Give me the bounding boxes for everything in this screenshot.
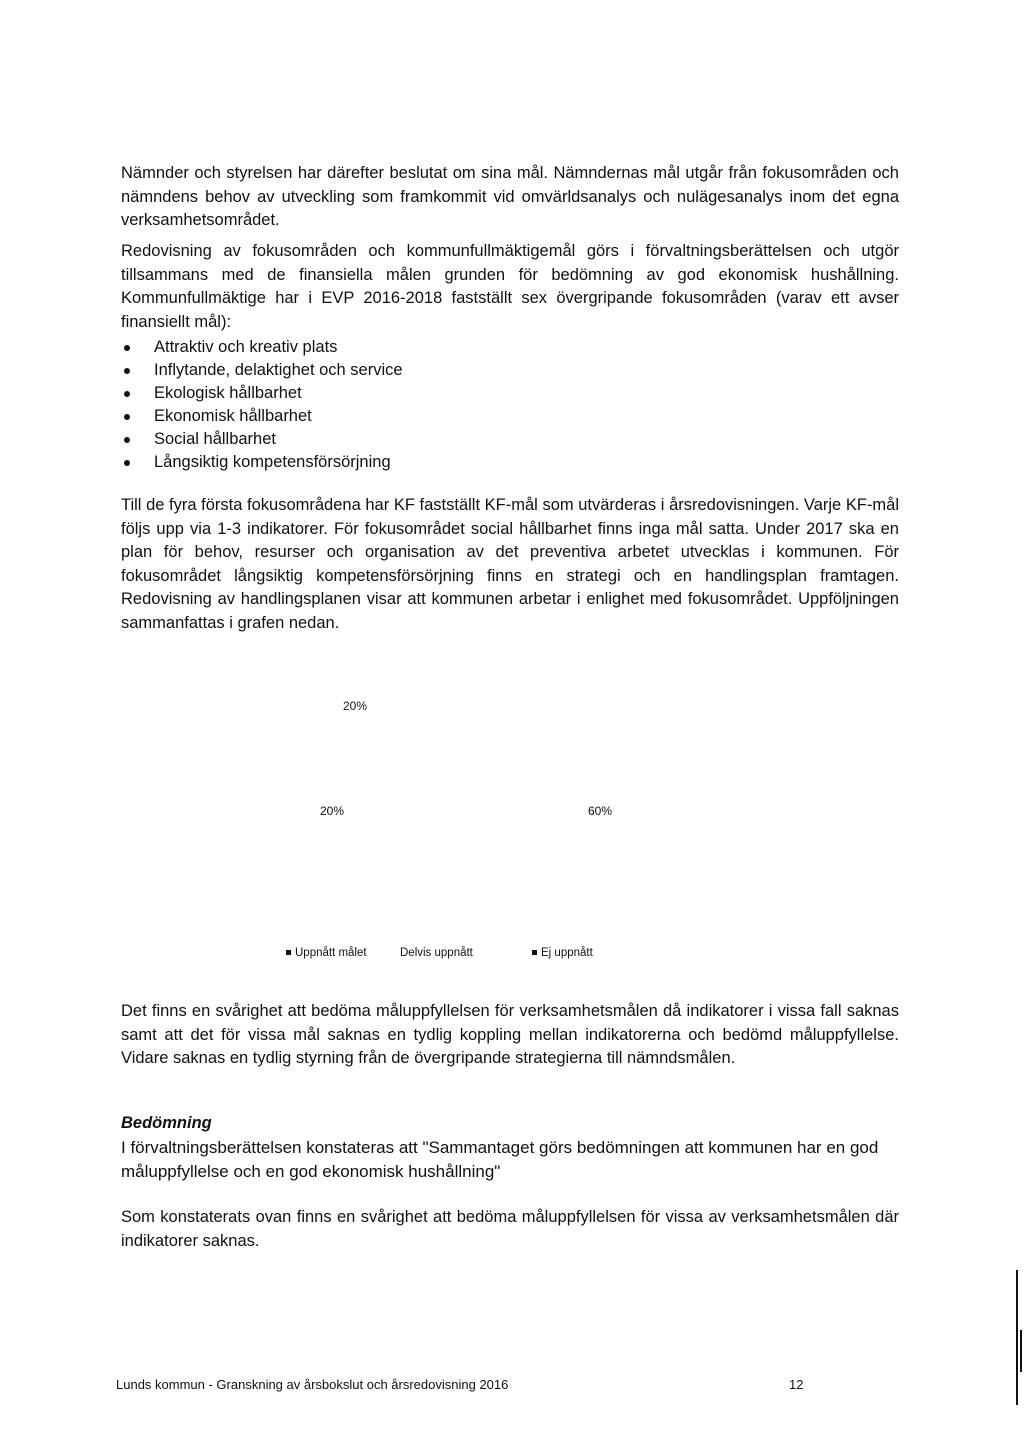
list-item: Attraktiv och kreativ plats [121,336,821,359]
bullet-icon [124,460,130,466]
section-heading: Bedömning [121,1114,212,1132]
scan-margin-mark [1016,1270,1018,1405]
legend-label: Delvis uppnått [400,947,473,959]
bullet-icon [124,437,130,443]
legend-label: Uppnått målet [295,947,367,959]
pie-data-label: 20% [343,699,368,713]
paragraph-reporting: Redovisning av fokusområden och kommunfullmäktigemål görs i förvaltningsberättelsen och utgör tillsammans med de finansiella målen grunden för bedömning av god ekonomisk hushållning. Kommunfullmäktige har i EVP 2016-2018 fastställt sex övergripande fokusområden (varav ett avser finansiellt mål): [121,242,899,331]
pie-data-label: 60% [588,804,613,818]
paragraph-assessment-quote: I förvaltningsberättelsen konstateras att "Sammantaget görs bedömningen att kommunen har en god måluppfyllelse och en god ekonomisk hushållning" [121,1138,879,1181]
bullet-icon [124,414,130,420]
bullet-icon [124,345,130,351]
legend-swatch [286,950,291,955]
paragraph-goals-intro: Nämnder och styrelsen har därefter beslutat om sina mål. Nämndernas mål utgår från fokusområden och nämndens behov av utveckling som framkommit vid omvärldsanalys och nulägesanalys inom det egna verksamhetsområdet. [121,164,899,229]
legend-swatch [532,950,537,955]
goal-fulfilment-pie-chart [270,690,730,970]
page-number: 12 [789,1377,804,1392]
footer-title: Lunds kommun - Granskning av årsbokslut och årsredovisning 2016 [116,1377,509,1392]
list-item: Inflytande, delaktighet och service [121,359,821,382]
list-item: Långsiktig kompetensförsörjning [121,451,821,474]
scan-margin-mark [1020,1330,1022,1372]
legend-label: Ej uppnått [541,947,593,959]
list-item: Ekonomisk hållbarhet [121,405,821,428]
legend-entry [286,947,367,959]
bullet-icon [124,368,130,374]
bullet-icon [124,391,130,397]
legend-entry [532,947,594,959]
pie-data-label: 20% [320,804,345,818]
paragraph-conclusion: Som konstaterats ovan finns en svårighet att bedöma måluppfyllelsen för vissa av verksamhetsmålen där indikatorer saknas. [121,1208,899,1250]
paragraph-kf-goals: Till de fyra första fokusområdena har KF fastställt KF-mål som utvärderas i årsredovisningen. Varje KF-mål följs upp via 1-3 indikatorer. För fokusområdet social hållbarhet finns inga mål satta. Under 2017 ska en plan för behov, resurser och organisation av det preventiva arbetet utvecklas i kommunen. För fokusområdet långsiktig kompetensförsörjning finns en strategi och en handlingsplan framtagen. Redovisning av handlingsplanen visar att kommunen arbetar i enlighet med fokusområdet. Uppföljningen sammanfattas i grafen nedan. [121,496,899,632]
list-item: Social hållbarhet [121,428,821,451]
paragraph-difficulty: Det finns en svårighet att bedöma måluppfyllelsen för verksamhetsmålen då indikatorer i vissa fall saknas samt att det för vissa mål saknas en tydlig koppling mellan indikatorerna och bedömd måluppfyllelse. Vidare saknas en tydlig styrning från de övergripande strategierna till nämndsmålen. [121,1002,899,1067]
list-item: Ekologisk hållbarhet [121,382,821,405]
legend-entry [400,947,474,959]
focus-area-list [121,336,821,474]
